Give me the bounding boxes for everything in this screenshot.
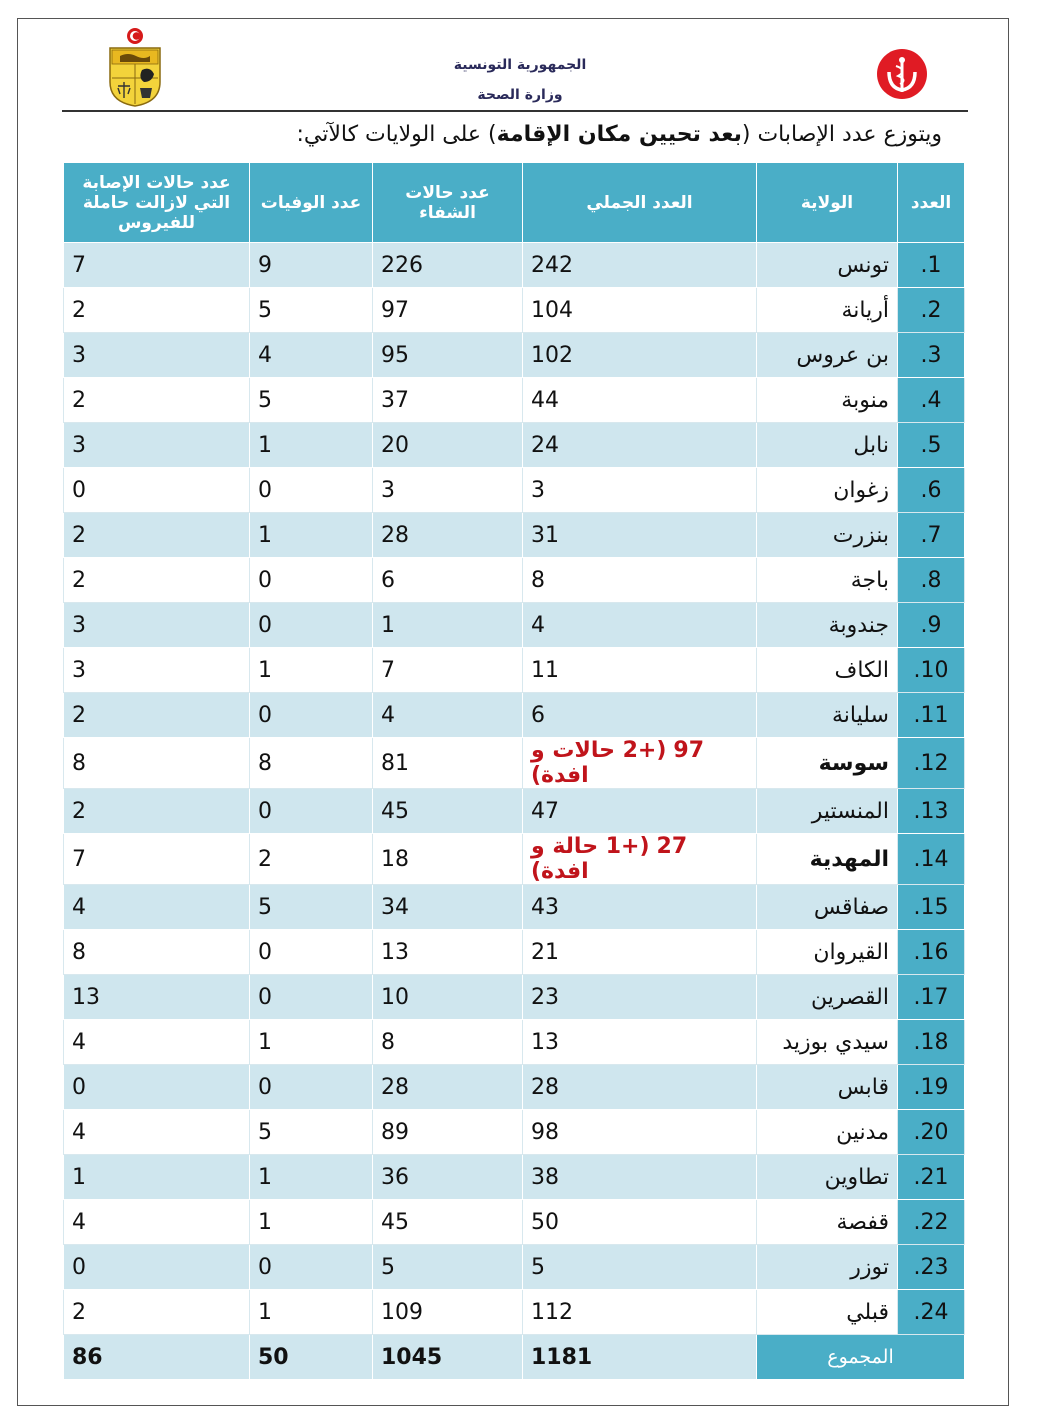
row-deaths: 0	[250, 558, 373, 603]
row-governorate: منوبة	[757, 378, 898, 423]
row-total-value: 112	[531, 1299, 573, 1325]
intro-suffix: ) على الولايات كالآتي:	[296, 122, 497, 147]
intro-bold: بعد تحيين مكان الإقامة	[496, 122, 742, 147]
row-governorate: قفصة	[757, 1200, 898, 1245]
row-deaths: 1	[250, 423, 373, 468]
header-governorate: الولاية	[757, 163, 898, 243]
row-total	[523, 930, 757, 975]
header-rule	[62, 110, 968, 112]
row-index: 13.	[898, 789, 965, 834]
row-total	[523, 1020, 757, 1065]
total-label: المجموع	[757, 1335, 965, 1380]
row-deaths: 5	[250, 1110, 373, 1155]
row-total-value: 11	[531, 657, 559, 683]
row-index: 6.	[898, 468, 965, 513]
row-index: 5.	[898, 423, 965, 468]
row-deaths: 0	[250, 789, 373, 834]
row-active: 2	[64, 288, 250, 333]
row-recovered: 13	[373, 930, 523, 975]
table-row	[64, 1020, 965, 1065]
table-row	[64, 1155, 965, 1200]
row-index: 11.	[898, 693, 965, 738]
row-recovered: 109	[373, 1290, 523, 1335]
row-total	[523, 288, 757, 333]
row-deaths: 0	[250, 603, 373, 648]
row-index: 23.	[898, 1245, 965, 1290]
row-recovered: 18	[373, 834, 523, 885]
row-index: 16.	[898, 930, 965, 975]
header-active: عدد حالات الإصابة التي لازالت حاملة للفيروس	[64, 163, 250, 243]
row-deaths: 1	[250, 648, 373, 693]
row-deaths: 0	[250, 930, 373, 975]
row-active: 3	[64, 423, 250, 468]
row-index: 10.	[898, 648, 965, 693]
row-recovered: 37	[373, 378, 523, 423]
row-total-value: 24	[531, 432, 559, 458]
row-total-value: 23	[531, 984, 559, 1010]
table-total-row	[64, 1335, 965, 1380]
row-total	[523, 603, 757, 648]
total-deaths: 50	[250, 1335, 373, 1380]
row-index: 22.	[898, 1200, 965, 1245]
table-row	[64, 1110, 965, 1155]
total-active: 86	[64, 1335, 250, 1380]
row-total-value: 21	[531, 939, 559, 965]
row-active: 2	[64, 789, 250, 834]
row-governorate: المنستير	[757, 789, 898, 834]
row-governorate: قابس	[757, 1065, 898, 1110]
row-total-value: 27	[656, 834, 688, 859]
table-row	[64, 468, 965, 513]
row-index: 12.	[898, 738, 965, 789]
row-index: 18.	[898, 1020, 965, 1065]
row-deaths: 0	[250, 975, 373, 1020]
row-deaths: 5	[250, 288, 373, 333]
row-active: 4	[64, 1110, 250, 1155]
row-governorate: توزر	[757, 1245, 898, 1290]
row-active: 2	[64, 378, 250, 423]
table-row	[64, 1200, 965, 1245]
row-deaths: 9	[250, 243, 373, 288]
row-recovered: 95	[373, 333, 523, 378]
row-deaths: 0	[250, 1065, 373, 1110]
table-row	[64, 1065, 965, 1110]
table-row	[64, 885, 965, 930]
row-deaths: 0	[250, 1245, 373, 1290]
total-recovered: 1045	[373, 1335, 523, 1380]
row-total-note: (+1 حالة و افدة)	[531, 834, 650, 884]
row-active: 2	[64, 693, 250, 738]
row-active: 2	[64, 513, 250, 558]
row-deaths: 5	[250, 378, 373, 423]
row-index: 19.	[898, 1065, 965, 1110]
row-active: 0	[64, 1065, 250, 1110]
row-deaths: 1	[250, 1200, 373, 1245]
governorate-stats-table	[63, 162, 965, 1380]
row-total-value: 44	[531, 387, 559, 413]
row-governorate: أريانة	[757, 288, 898, 333]
row-deaths: 0	[250, 468, 373, 513]
row-total-value: 31	[531, 522, 559, 548]
row-recovered: 36	[373, 1155, 523, 1200]
row-total-value: 13	[531, 1029, 559, 1055]
row-deaths: 4	[250, 333, 373, 378]
header-recovered: عدد حالات الشفاء	[373, 163, 523, 243]
row-recovered: 6	[373, 558, 523, 603]
row-index: 15.	[898, 885, 965, 930]
row-active: 4	[64, 1200, 250, 1245]
table-row	[64, 513, 965, 558]
row-total	[523, 1245, 757, 1290]
row-total-value: 6	[531, 702, 545, 728]
row-total-value: 38	[531, 1164, 559, 1190]
table-row	[64, 333, 965, 378]
row-index: 21.	[898, 1155, 965, 1200]
table-row	[64, 789, 965, 834]
table-header-row	[64, 163, 965, 243]
row-governorate: جندوبة	[757, 603, 898, 648]
row-recovered: 81	[373, 738, 523, 789]
row-total-value: 104	[531, 297, 573, 323]
row-total-value: 5	[531, 1254, 545, 1280]
row-recovered: 34	[373, 885, 523, 930]
row-active: 4	[64, 1020, 250, 1065]
row-active: 2	[64, 1290, 250, 1335]
row-total-note: (+2 حالات و افدة)	[531, 738, 667, 788]
header-deaths: عدد الوفيات	[250, 163, 373, 243]
row-index: 20.	[898, 1110, 965, 1155]
row-active: 3	[64, 333, 250, 378]
row-recovered: 7	[373, 648, 523, 693]
row-total	[523, 1110, 757, 1155]
row-total-value: 50	[531, 1209, 559, 1235]
row-recovered: 28	[373, 1065, 523, 1110]
row-total	[523, 1065, 757, 1110]
row-active: 0	[64, 468, 250, 513]
table-row	[64, 738, 965, 789]
row-governorate: المهدية	[757, 834, 898, 885]
row-deaths: 1	[250, 1155, 373, 1200]
table-row	[64, 378, 965, 423]
row-governorate: سوسة	[757, 738, 898, 789]
row-deaths: 1	[250, 513, 373, 558]
row-active: 0	[64, 1245, 250, 1290]
row-recovered: 45	[373, 789, 523, 834]
table-row	[64, 243, 965, 288]
table-row	[64, 423, 965, 468]
row-governorate: القصرين	[757, 975, 898, 1020]
row-total	[523, 648, 757, 693]
row-recovered: 226	[373, 243, 523, 288]
row-recovered: 3	[373, 468, 523, 513]
table-row	[64, 288, 965, 333]
row-deaths: 1	[250, 1290, 373, 1335]
row-index: 7.	[898, 513, 965, 558]
row-governorate: مدنين	[757, 1110, 898, 1155]
row-governorate: القيروان	[757, 930, 898, 975]
row-index: 1.	[898, 243, 965, 288]
row-recovered: 28	[373, 513, 523, 558]
row-governorate: الكاف	[757, 648, 898, 693]
row-total	[523, 738, 757, 789]
row-total	[523, 423, 757, 468]
row-recovered: 45	[373, 1200, 523, 1245]
row-active: 8	[64, 738, 250, 789]
ministry-title: وزارة الصحة	[477, 87, 563, 103]
row-total-value: 28	[531, 1074, 559, 1100]
row-governorate: سيدي بوزيد	[757, 1020, 898, 1065]
tunisia-coat-of-arms-icon	[106, 26, 164, 108]
republic-title: الجمهورية التونسية	[453, 57, 587, 73]
row-total	[523, 1200, 757, 1245]
row-total	[523, 789, 757, 834]
row-total	[523, 243, 757, 288]
row-total-value: 3	[531, 477, 545, 503]
row-total-value: 97	[673, 738, 705, 763]
table-row	[64, 558, 965, 603]
row-total	[523, 834, 757, 885]
row-deaths: 0	[250, 693, 373, 738]
row-index: 17.	[898, 975, 965, 1020]
row-active: 8	[64, 930, 250, 975]
row-index: 8.	[898, 558, 965, 603]
ministry-health-logo-icon	[876, 48, 928, 100]
table-row	[64, 1245, 965, 1290]
row-governorate: باجة	[757, 558, 898, 603]
row-total	[523, 468, 757, 513]
row-governorate: تونس	[757, 243, 898, 288]
table-row	[64, 930, 965, 975]
row-deaths: 8	[250, 738, 373, 789]
row-deaths: 2	[250, 834, 373, 885]
row-deaths: 5	[250, 885, 373, 930]
intro-sentence	[262, 122, 942, 147]
row-total	[523, 558, 757, 603]
row-recovered: 1	[373, 603, 523, 648]
table-row	[64, 975, 965, 1020]
row-active: 4	[64, 885, 250, 930]
row-governorate: نابل	[757, 423, 898, 468]
row-recovered: 97	[373, 288, 523, 333]
row-governorate: زغوان	[757, 468, 898, 513]
row-recovered: 4	[373, 693, 523, 738]
row-total	[523, 333, 757, 378]
row-active: 13	[64, 975, 250, 1020]
row-index: 9.	[898, 603, 965, 648]
row-recovered: 5	[373, 1245, 523, 1290]
row-index: 4.	[898, 378, 965, 423]
row-total-value: 43	[531, 894, 559, 920]
row-index: 3.	[898, 333, 965, 378]
row-recovered: 10	[373, 975, 523, 1020]
row-active: 3	[64, 603, 250, 648]
row-governorate: قبلي	[757, 1290, 898, 1335]
row-recovered: 89	[373, 1110, 523, 1155]
row-active: 7	[64, 243, 250, 288]
row-recovered: 20	[373, 423, 523, 468]
row-active: 1	[64, 1155, 250, 1200]
row-governorate: تطاوين	[757, 1155, 898, 1200]
row-total	[523, 513, 757, 558]
row-total	[523, 1290, 757, 1335]
row-total-value: 47	[531, 798, 559, 824]
row-active: 3	[64, 648, 250, 693]
row-total	[523, 693, 757, 738]
row-total	[523, 885, 757, 930]
row-recovered: 8	[373, 1020, 523, 1065]
row-governorate: صفاقس	[757, 885, 898, 930]
table-row	[64, 693, 965, 738]
row-index: 14.	[898, 834, 965, 885]
intro-prefix: ويتوزع عدد الإصابات (	[741, 122, 942, 147]
row-total	[523, 975, 757, 1020]
row-index: 24.	[898, 1290, 965, 1335]
row-total-value: 8	[531, 567, 545, 593]
row-total	[523, 378, 757, 423]
row-index: 2.	[898, 288, 965, 333]
total-total: 1181	[523, 1335, 757, 1380]
row-deaths: 1	[250, 1020, 373, 1065]
table-row	[64, 834, 965, 885]
row-governorate: بنزرت	[757, 513, 898, 558]
row-total-value: 102	[531, 342, 573, 368]
header-index: العدد	[898, 163, 965, 243]
table-row	[64, 1290, 965, 1335]
table-row	[64, 603, 965, 648]
row-total-value: 98	[531, 1119, 559, 1145]
row-total	[523, 1155, 757, 1200]
row-active: 7	[64, 834, 250, 885]
row-total-value: 4	[531, 612, 545, 638]
header-total: العدد الجملي	[523, 163, 757, 243]
row-governorate: سليانة	[757, 693, 898, 738]
row-active: 2	[64, 558, 250, 603]
row-governorate: بن عروس	[757, 333, 898, 378]
table-row	[64, 648, 965, 693]
row-total-value: 242	[531, 252, 573, 278]
